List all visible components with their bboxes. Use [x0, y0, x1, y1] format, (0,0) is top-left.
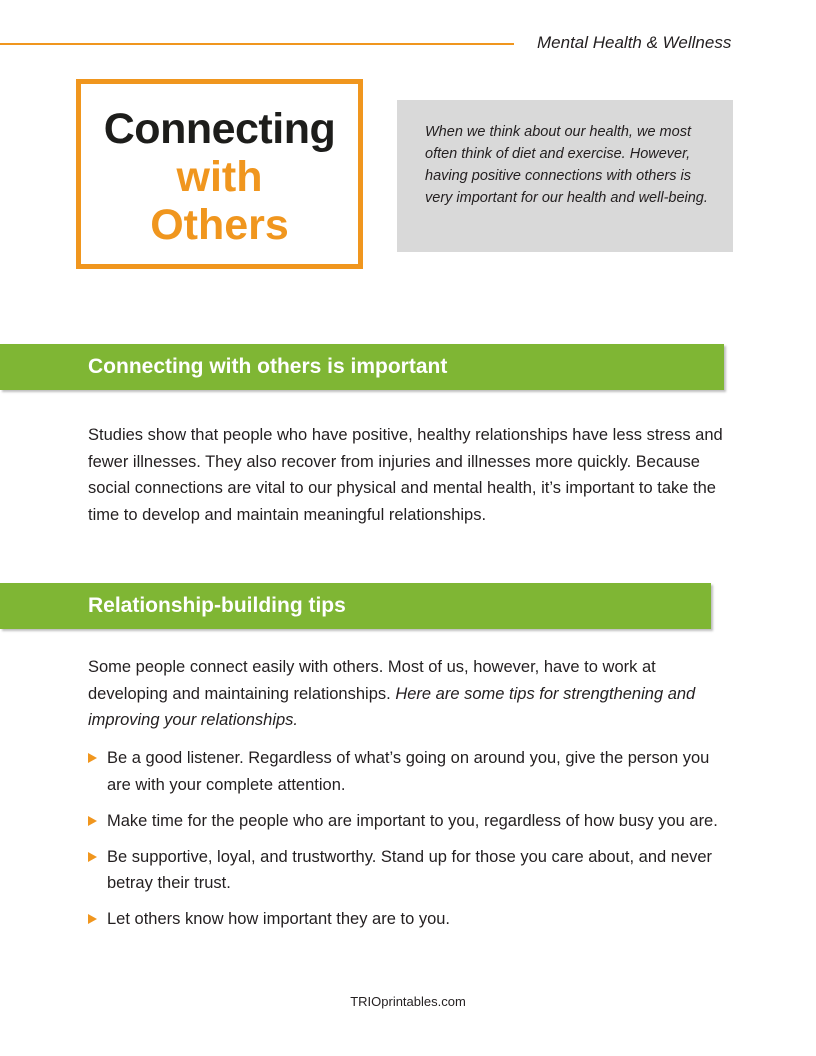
section-heading-2: Relationship-building tips: [88, 594, 346, 617]
tip-item: [88, 844, 728, 897]
title-line-2: with: [176, 153, 263, 201]
section-2-paragraph: [88, 654, 728, 734]
header-rule: [0, 43, 514, 45]
footer-url: TRIOprintables.com: [350, 994, 466, 1009]
triangle-bullet-icon: [88, 753, 97, 763]
tips-list: [88, 745, 728, 942]
title-line-1: Connecting: [103, 105, 336, 153]
tip-item: [88, 745, 728, 798]
tip-item: [88, 808, 728, 835]
section-2-paragraph-italic: Here are some tips for strengthening and improving your relationships.: [88, 684, 696, 729]
category-label: Mental Health & Wellness: [537, 33, 732, 52]
tip-text: Make time for the people who are important to you, regardless of how busy you are.: [107, 811, 718, 830]
title-line-3: Others: [150, 201, 289, 249]
title-box: [76, 79, 363, 269]
section-heading-1: Connecting with others is important: [88, 355, 448, 378]
triangle-bullet-icon: [88, 852, 97, 862]
section-heading-bar-1: [0, 344, 724, 390]
intro-box: [397, 100, 733, 252]
intro-text: When we think about our health, we most often think of diet and exercise. However, having positive connections with others is very important for our health and well-being.: [425, 124, 708, 206]
tip-text: Let others know how important they are to you.: [107, 910, 451, 928]
triangle-bullet-icon: [88, 816, 97, 826]
triangle-bullet-icon: [88, 914, 97, 924]
section-1-paragraph: Studies show that people who have positive, healthy relationships have less stress and fewer illnesses. They also recover from injuries and illnesses more quickly. Because social connections are vital to our physical and mental health, it’s important to take the time to develop and maintain meaningful relationships.: [88, 426, 723, 524]
tip-item: [88, 906, 728, 933]
section-2-paragraph-text: Some people connect easily with others. Most of us, however, have to work at developing and maintaining relationships.: [88, 658, 656, 703]
tip-text: Be a good listener. Regardless of what’s going on around you, give the person you are with your complete attention.: [107, 749, 710, 794]
tip-text: Be supportive, loyal, and trustworthy. Stand up for those you care about, and never betray their trust.: [107, 847, 713, 892]
section-heading-bar-2: [0, 583, 711, 629]
